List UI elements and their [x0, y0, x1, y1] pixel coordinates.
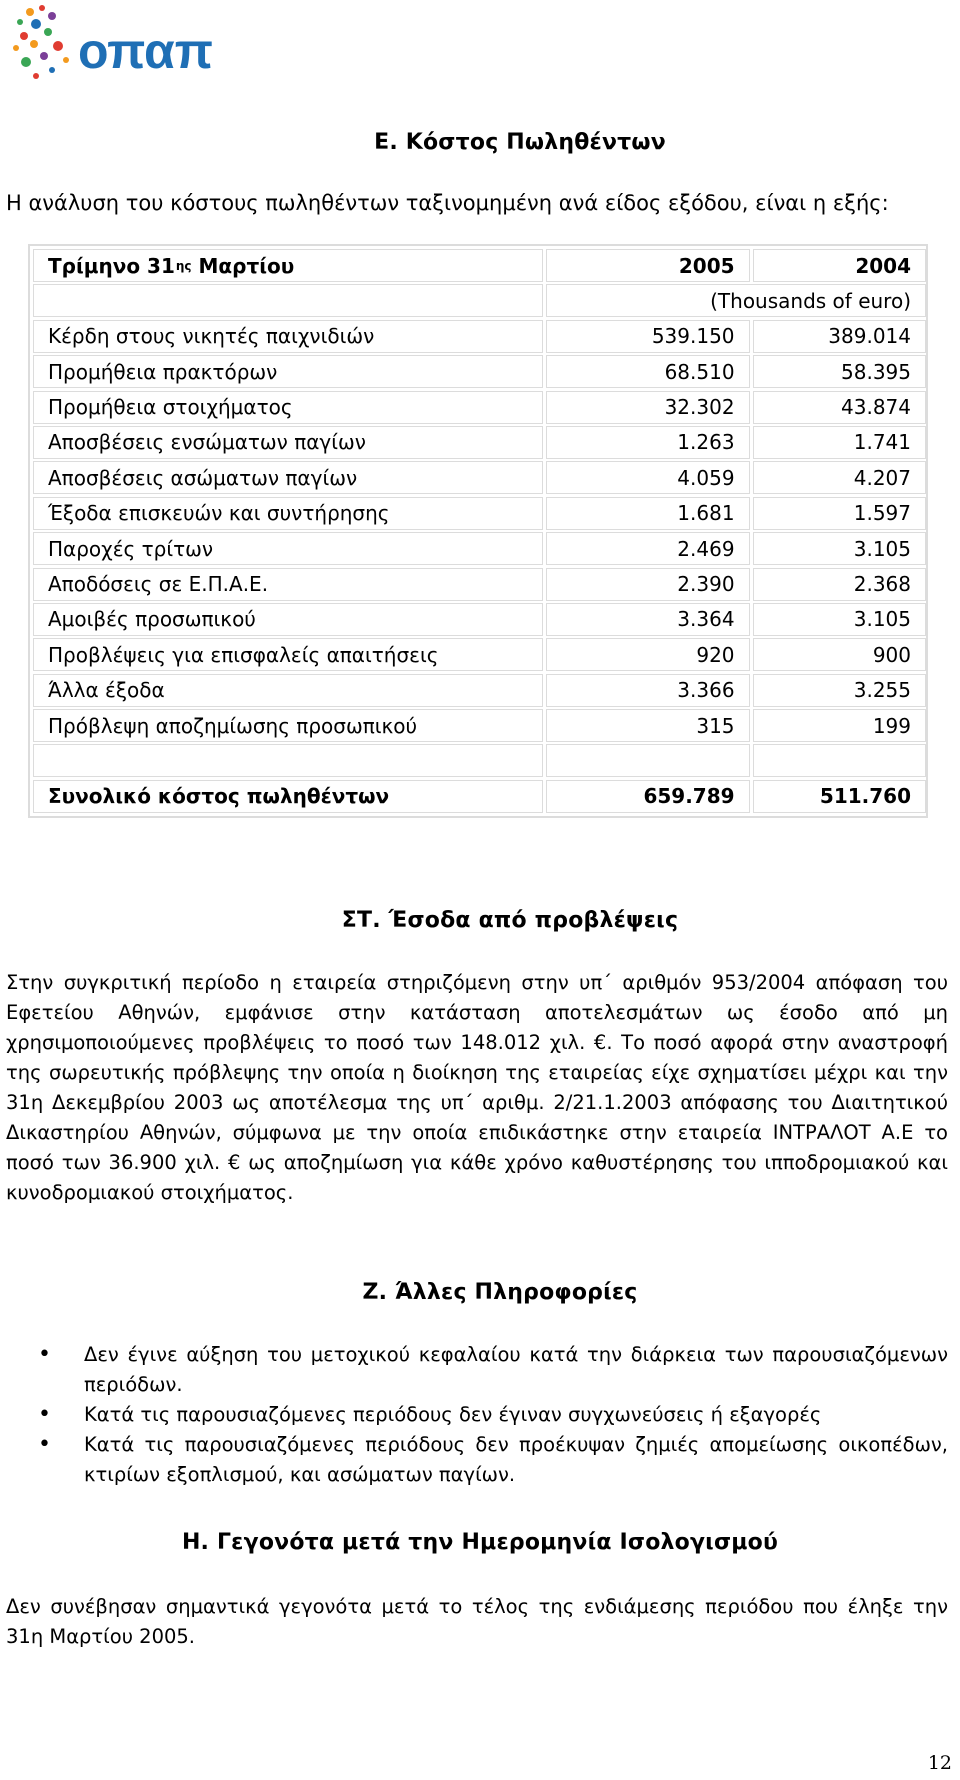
- row-value-2004: 43.874: [753, 391, 926, 424]
- row-value-2004: 3.255: [753, 674, 926, 707]
- list-item: [38, 1430, 948, 1490]
- list-item-text: Δεν έγινε αύξηση του μετοχικού κεφαλαίου κατά την διάρκεια των παρουσιαζόμενων περιόδων.: [84, 1343, 948, 1396]
- table-row: [33, 568, 926, 601]
- total-2005: 659.789: [546, 780, 749, 813]
- section-e-intro: Η ανάλυση του κόστους πωληθέντων ταξινομημένη ανά είδος εξόδου, είναι η εξής:: [6, 191, 889, 215]
- empty-cell: [546, 744, 749, 777]
- row-value-2005: 315: [546, 709, 749, 742]
- header-label-main: Τρίμηνο 31: [48, 253, 175, 278]
- row-label: Αποσβέσεις ενσώματων παγίων: [33, 426, 543, 459]
- row-value-2004: 2.368: [753, 568, 926, 601]
- empty-cell: [753, 744, 926, 777]
- row-value-2005: 3.364: [546, 603, 749, 636]
- opap-logo: [8, 2, 223, 88]
- opap-logo-mark: [8, 2, 223, 88]
- table-row: [33, 603, 926, 636]
- table-row: [33, 709, 926, 742]
- row-value-2004: 58.395: [753, 355, 926, 388]
- section-h-heading: Η. Γεγονότα μετά την Ημερομηνία Ισολογισμού: [181, 1530, 779, 1555]
- empty-cell: [33, 284, 543, 317]
- section-st-paragraph: Στην συγκριτική περίοδο η εταιρεία στηριζόμενη στην υπ΄ αριθμόν 953/2004 απόφαση του Εφετείου Αθηνών, εμφάνισε στην κατάσταση αποτελεσμάτων ως έσοδο από μη χρησιμοποιούμενες προβλέψεις το ποσό των 148.012 χιλ. €. Το ποσό αφορά στην αναστροφή της σωρευτικής πρόβλεψης την οποία η διοίκηση της εταιρείας είχε σχηματίσει μέχρι και την 31η Δεκεμβρίου 2003 ως αποτέλεσμα της υπ΄ αριθμ. 2/21.1.2003 απόφασης του Διαιτητικού Δικαστηρίου Αθηνών, σύμφωνα με την οποία επιδικάστηκε στην εταιρεία ΙΝΤΡΑΛΟΤ Α.Ε το ποσό των 36.900 χιλ. € ως αποζημίωση για κάθε χρόνο καθυστέρησης του ιπποδρομιακού και κυνοδρομιακού στοιχήματος.: [6, 971, 948, 1204]
- table-row: [33, 461, 926, 494]
- row-value-2005: 539.150: [546, 320, 749, 353]
- row-value-2005: 32.302: [546, 391, 749, 424]
- section-st-heading: ΣΤ. Έσοδα από προβλέψεις: [341, 908, 679, 933]
- units-label: (Thousands of euro): [546, 284, 926, 317]
- section-h-paragraph: Δεν συνέβησαν σημαντικά γεγονότα μετά το τέλος της ενδιάμεσης περιόδου που έληξε την 31η Μαρτίου 2005.: [6, 1595, 948, 1648]
- row-label: Προμήθεια στοιχήματος: [33, 391, 543, 424]
- cost-of-sales-table: [28, 244, 928, 818]
- row-value-2005: 68.510: [546, 355, 749, 388]
- header-label-sup: ης: [175, 258, 192, 273]
- row-value-2004: 4.207: [753, 461, 926, 494]
- row-value-2004: 900: [753, 638, 926, 671]
- page-number: 12: [927, 1752, 952, 1774]
- row-value-2004: 3.105: [753, 532, 926, 565]
- bullet-icon: •: [38, 1402, 51, 1427]
- row-value-2004: 1.597: [753, 497, 926, 530]
- empty-cell: [33, 744, 543, 777]
- total-label: Συνολικό κόστος πωληθέντων: [33, 780, 543, 813]
- table-total-row: [33, 780, 926, 813]
- row-value-2004: 1.741: [753, 426, 926, 459]
- row-value-2005: 2.390: [546, 568, 749, 601]
- row-label: Έξοδα επισκευών και συντήρησης: [33, 497, 543, 530]
- table-units-row: [33, 284, 926, 317]
- row-value-2004: 199: [753, 709, 926, 742]
- row-label: Προβλέψεις για επισφαλείς απαιτήσεις: [33, 638, 543, 671]
- table-header-row: [33, 249, 926, 282]
- row-label: Αμοιβές προσωπικού: [33, 603, 543, 636]
- table-row: [33, 391, 926, 424]
- row-label: Κέρδη στους νικητές παιχνιδιών: [33, 320, 543, 353]
- row-label: Άλλα έξοδα: [33, 674, 543, 707]
- row-value-2005: 2.469: [546, 532, 749, 565]
- section-z-heading: Ζ. Άλλες Πληροφορίες: [362, 1280, 638, 1305]
- row-label: Προμήθεια πρακτόρων: [33, 355, 543, 388]
- col-header-2004: 2004: [753, 249, 926, 282]
- table-row: [33, 638, 926, 671]
- other-info-list: [38, 1340, 948, 1490]
- row-label: Αποσβέσεις ασώματων παγίων: [33, 461, 543, 494]
- header-label-tail: Μαρτίου: [198, 253, 295, 278]
- list-item: [38, 1400, 948, 1430]
- row-value-2005: 1.681: [546, 497, 749, 530]
- table-row: [33, 320, 926, 353]
- bullet-icon: •: [38, 1342, 51, 1367]
- row-label: Παροχές τρίτων: [33, 532, 543, 565]
- list-item-text: Κατά τις παρουσιαζόμενες περιόδους δεν έγιναν συγχωνεύσεις ή εξαγορές: [84, 1403, 822, 1426]
- logo-wordmark: οπαπ: [78, 23, 214, 79]
- table-row: [33, 497, 926, 530]
- row-value-2005: 920: [546, 638, 749, 671]
- col-header-2005: 2005: [546, 249, 749, 282]
- table-row: [33, 674, 926, 707]
- row-value-2005: 4.059: [546, 461, 749, 494]
- row-value-2004: 389.014: [753, 320, 926, 353]
- row-value-2005: 1.263: [546, 426, 749, 459]
- row-value-2005: 3.366: [546, 674, 749, 707]
- table-spacer-row: [33, 744, 926, 777]
- list-item: [38, 1340, 948, 1400]
- table-row: [33, 532, 926, 565]
- list-item-text: Κατά τις παρουσιαζόμενες περιόδους δεν προέκυψαν ζημιές απομείωσης οικοπέδων, κτιρίων εξοπλισμού, και ασώματων παγίων.: [84, 1433, 948, 1486]
- table-row: [33, 426, 926, 459]
- total-2004: 511.760: [753, 780, 926, 813]
- row-label: Πρόβλεψη αποζημίωσης προσωπικού: [33, 709, 543, 742]
- table-row: [33, 355, 926, 388]
- bullet-icon: •: [38, 1432, 51, 1457]
- row-value-2004: 3.105: [753, 603, 926, 636]
- row-label: Αποδόσεις σε Ε.Π.Α.Ε.: [33, 568, 543, 601]
- section-e-heading: Ε. Κόστος Πωληθέντων: [374, 130, 666, 155]
- table-header-label: [33, 249, 543, 282]
